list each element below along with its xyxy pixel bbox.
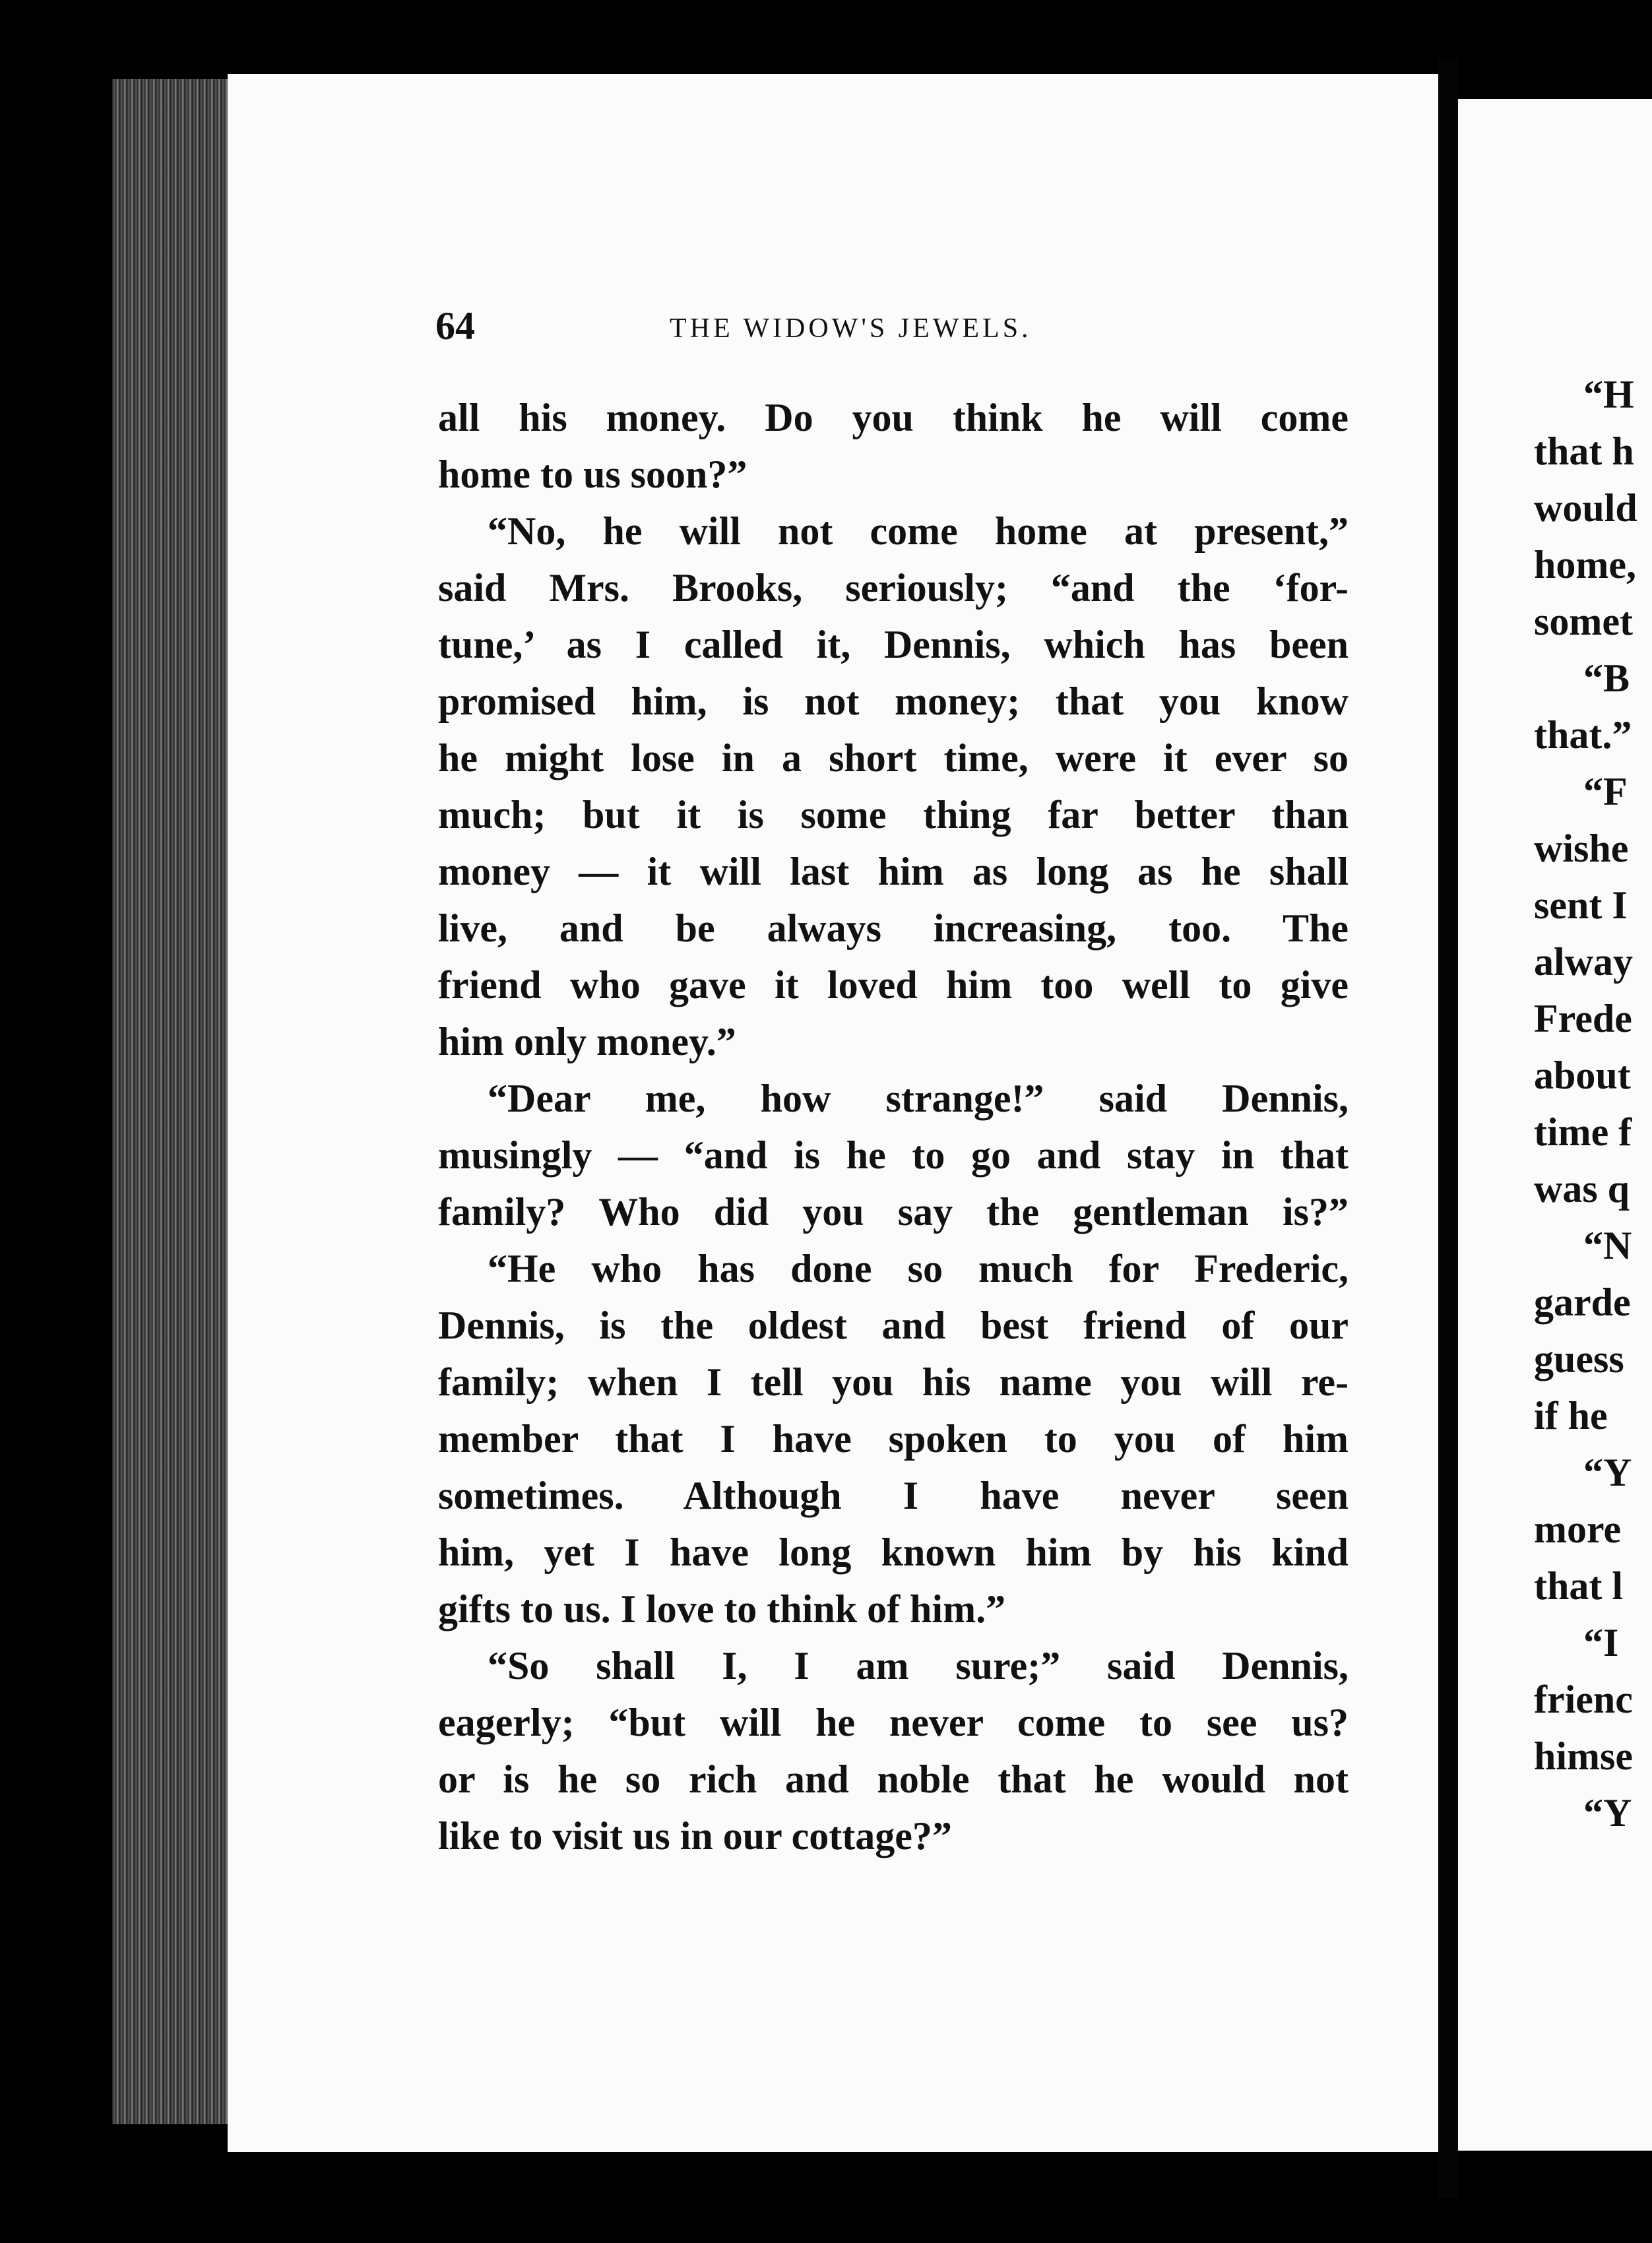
page-number: 64 <box>435 304 475 348</box>
text-line: alway <box>1534 940 1633 984</box>
page-header <box>435 303 1359 356</box>
text-line: he might lose in a short time, were it ever so <box>438 736 1349 780</box>
text-line: like to visit us in our cottage?” <box>438 1814 952 1858</box>
text-line: would <box>1534 486 1637 530</box>
text-line: “F <box>1583 770 1628 813</box>
text-line: somet <box>1534 600 1633 643</box>
text-line: “I <box>1583 1621 1619 1664</box>
text-line: said Mrs. Brooks, seriously; “and the ‘for- <box>438 566 1349 610</box>
text-line: time f <box>1534 1110 1632 1154</box>
text-line: “Dear me, how strange!” said Dennis, <box>488 1077 1349 1120</box>
text-line: promised him, is not money; that you know <box>438 679 1349 723</box>
text-line: “So shall I, I am sure;” said Dennis, <box>488 1644 1349 1688</box>
text-line: much; but it is some thing far better than <box>438 793 1349 837</box>
book-gutter <box>1438 59 1458 2197</box>
text-line: “N <box>1583 1224 1632 1267</box>
text-line: home, <box>1534 543 1636 586</box>
right-page-text <box>1534 366 1652 1841</box>
text-line: that l <box>1534 1564 1623 1608</box>
text-line: family? Who did you say the gentleman is?” <box>438 1190 1349 1234</box>
text-line: home to us soon?” <box>438 453 747 496</box>
text-line: friend who gave it loved him too well to give <box>438 963 1349 1007</box>
text-line: family; when I tell you his name you will re- <box>438 1360 1349 1404</box>
text-line: “No, he will not come home at present,” <box>488 509 1349 553</box>
text-line: “He who has done so much for Frederic, <box>488 1247 1349 1290</box>
text-line: Frede <box>1534 997 1632 1040</box>
text-line: gifts to us. I love to think of him.” <box>438 1587 1006 1631</box>
text-line: wishe <box>1534 827 1629 870</box>
text-line: him, yet I have long known him by his kind <box>438 1531 1349 1574</box>
text-line: if he <box>1534 1394 1608 1437</box>
text-line: “B <box>1583 656 1630 700</box>
running-title: THE WIDOW'S JEWELS. <box>670 313 1032 344</box>
text-line: that.” <box>1534 713 1632 757</box>
text-line: about <box>1534 1054 1631 1097</box>
text-line: himse <box>1534 1734 1633 1778</box>
text-line: him only money.” <box>438 1020 736 1063</box>
page-edges <box>112 79 238 2124</box>
text-line: member that I have spoken to you of him <box>438 1417 1349 1461</box>
text-line: live, and be always increasing, too. The <box>438 906 1349 950</box>
text-line: garde <box>1534 1280 1631 1324</box>
text-line: “Y <box>1583 1451 1632 1494</box>
text-line: tune,’ as I called it, Dennis, which has been <box>438 623 1349 666</box>
text-line: money — it will last him as long as he shall <box>438 850 1349 893</box>
text-line: sent I <box>1534 883 1628 927</box>
text-line: musingly — “and is he to go and stay in that <box>438 1133 1349 1177</box>
text-line: eagerly; “but will he never come to see us? <box>438 1701 1349 1744</box>
text-line: was q <box>1534 1167 1630 1211</box>
text-line: “H <box>1583 373 1634 416</box>
text-line: sometimes. Although I have never seen <box>438 1474 1349 1517</box>
text-line: all his money. Do you think he will come <box>438 396 1349 439</box>
text-line: frienc <box>1534 1678 1633 1721</box>
text-line: Dennis, is the oldest and best friend of our <box>438 1304 1349 1347</box>
text-line: or is he so rich and noble that he would not <box>438 1757 1349 1801</box>
text-line: more <box>1534 1507 1622 1551</box>
text-line: “Y <box>1583 1791 1632 1835</box>
text-line: that h <box>1534 429 1634 473</box>
body-text <box>438 389 1349 1864</box>
text-line: guess <box>1534 1337 1624 1381</box>
